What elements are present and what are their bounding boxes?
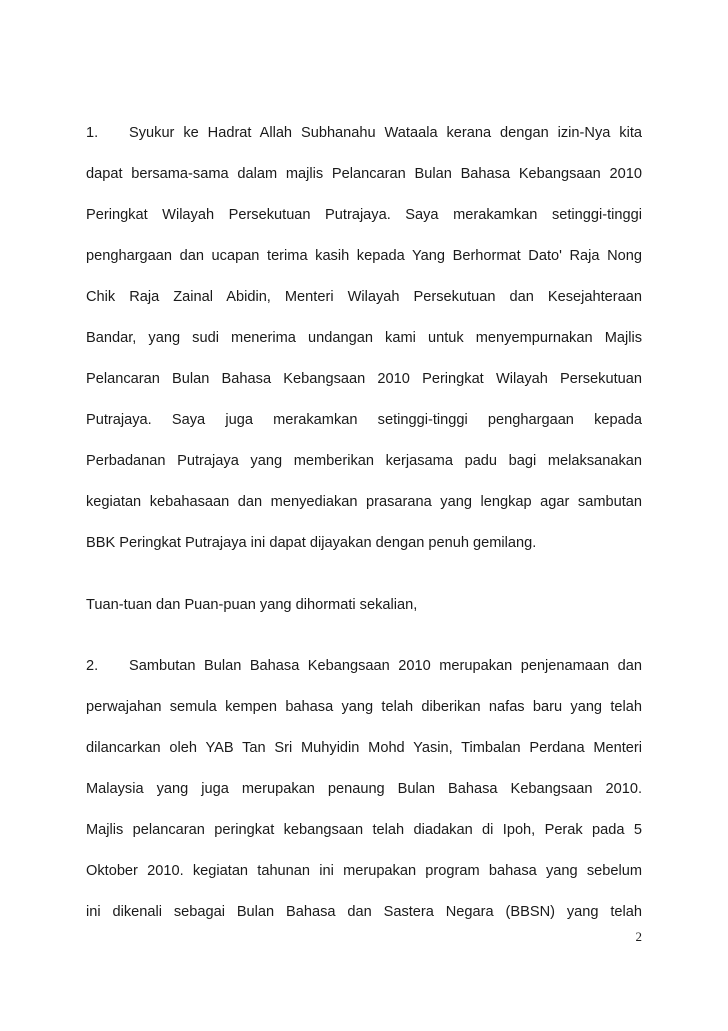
paragraph-1-line-6: Bandar, yang sudi menerima undangan kami untuk menyempurnakan Majlis [86,330,642,346]
paragraph-1-line-1-text: Syukur ke Hadrat Allah Subhanahu Wataala kerana dengan izin-Nya kita [129,125,642,141]
paragraph-2-number: 2. [86,658,99,674]
paragraph-1-line-9: Perbadanan Putrajaya yang memberikan kerjasama padu bagi melaksanakan [86,453,642,469]
paragraph-1-line-5: Chik Raja Zainal Abidin, Menteri Wilayah Persekutuan dan Kesejahteraan [86,289,642,305]
salutation: Tuan-tuan dan Puan-puan yang dihormati sekalian, [86,597,418,613]
paragraph-2-line-6: Oktober 2010. kegiatan tahunan ini merupakan program bahasa yang sebelum [86,863,642,879]
paragraph-2-line-5: Majlis pelancaran peringkat kebangsaan telah diadakan di Ipoh, Perak pada 5 [86,822,642,838]
paragraph-1-number: 1. [86,125,99,141]
paragraph-1-line-7: Pelancaran Bulan Bahasa Kebangsaan 2010 Peringkat Wilayah Persekutuan [86,371,642,387]
paragraph-1-line-3: Peringkat Wilayah Persekutuan Putrajaya. Saya merakamkan setinggi-tinggi [86,207,642,223]
paragraph-2-line-7: ini dikenali sebagai Bulan Bahasa dan Sastera Negara (BBSN) yang telah [86,904,642,920]
paragraph-1-line-8: Putrajaya. Saya juga merakamkan setinggi-tinggi penghargaan kepada [86,412,642,428]
paragraph-1-line-1 [86,124,642,142]
paragraph-1-line-10: kegiatan kebahasaan dan menyediakan prasarana yang lengkap agar sambutan [86,494,642,510]
paragraph-2-line-4: Malaysia yang juga merupakan penaung Bulan Bahasa Kebangsaan 2010. [86,781,642,797]
paragraph-2-line-2: perwajahan semula kempen bahasa yang telah diberikan nafas baru yang telah [86,699,642,715]
paragraph-1-line-4: penghargaan dan ucapan terima kasih kepada Yang Berhormat Dato' Raja Nong [86,248,642,264]
paragraph-2-line-3: dilancarkan oleh YAB Tan Sri Muhyidin Mohd Yasin, Timbalan Perdana Menteri [86,740,642,756]
page-number: 2 [635,929,642,944]
paragraph-2-line-1 [86,657,642,675]
paragraph-2-line-1-text: Sambutan Bulan Bahasa Kebangsaan 2010 merupakan penjenamaan dan [129,658,642,674]
paragraph-1-line-2: dapat bersama-sama dalam majlis Pelancaran Bulan Bahasa Kebangsaan 2010 [86,166,642,182]
paragraph-1-line-11: BBK Peringkat Putrajaya ini dapat dijayakan dengan penuh gemilang. [86,535,537,551]
